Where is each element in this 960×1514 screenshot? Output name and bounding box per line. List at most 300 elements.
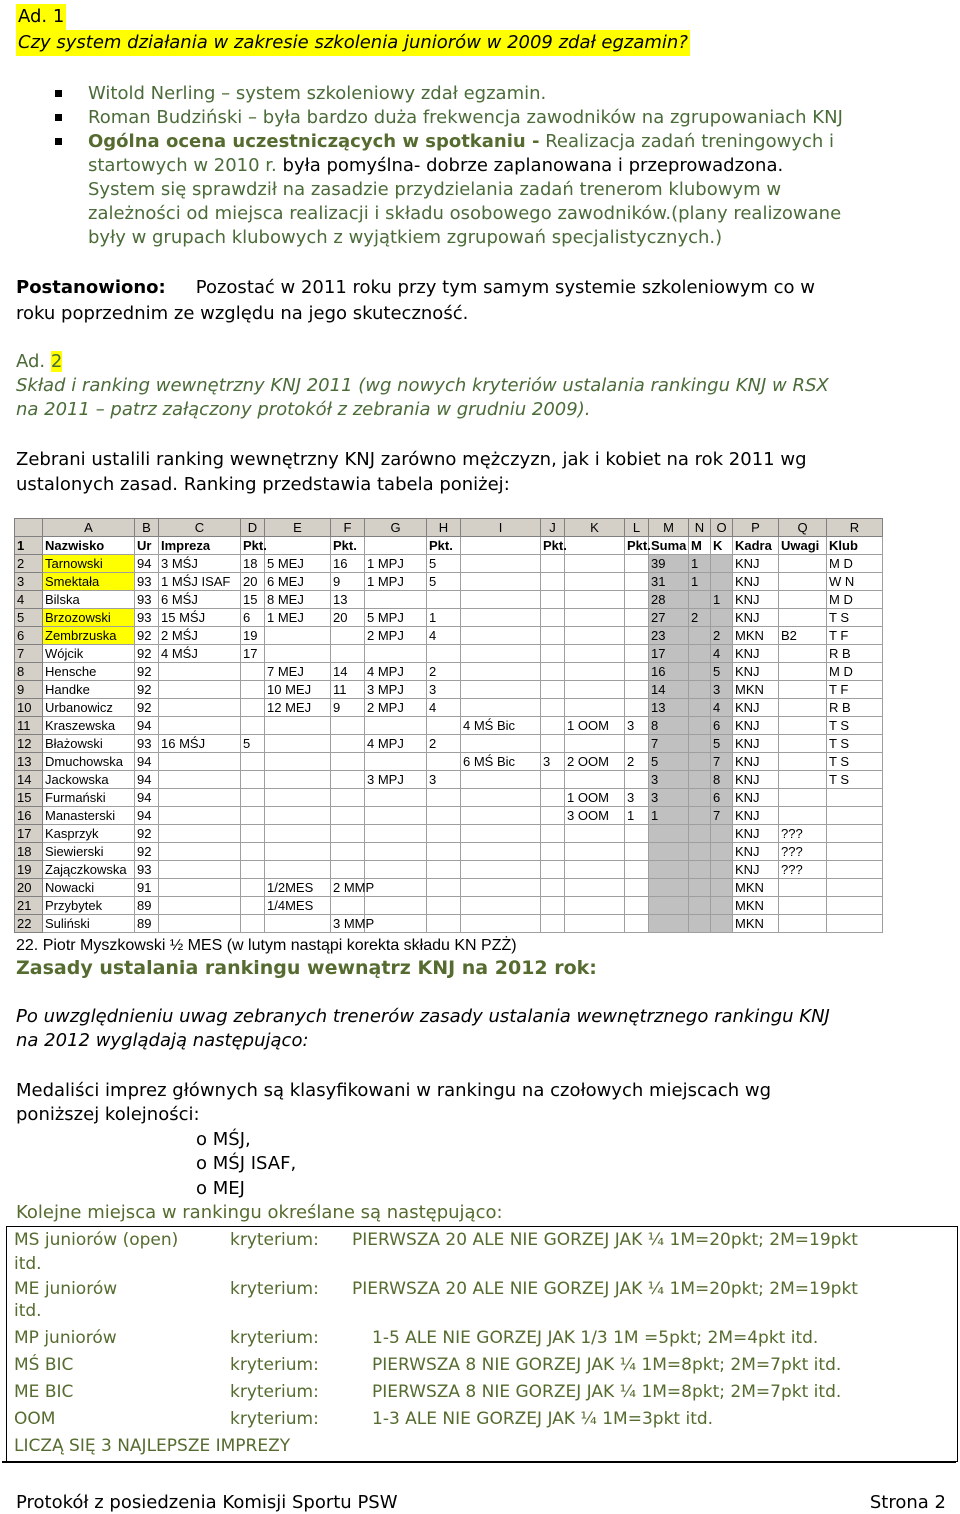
table-row (15, 717, 883, 735)
table-cell: 4 MPJ (365, 735, 427, 753)
table-cell (241, 807, 265, 825)
table-cell (365, 807, 427, 825)
column-letter: Q (779, 519, 827, 537)
table-cell: Kasprzyk (43, 825, 135, 843)
criteria-name-4: MŚ BIC (14, 1355, 74, 1375)
table-cell (711, 555, 733, 573)
ranking-spreadsheet (14, 518, 882, 932)
table-cell (159, 897, 241, 915)
table-row (15, 645, 883, 663)
table-cell: Handke (43, 681, 135, 699)
table-cell: 9 (331, 573, 365, 591)
table-cell (649, 915, 689, 933)
table-cell (689, 897, 711, 915)
header-cell (565, 537, 625, 555)
table-cell (625, 663, 649, 681)
table-cell: 3 (625, 789, 649, 807)
table-cell: 9 (331, 699, 365, 717)
table-cell: 94 (135, 555, 159, 573)
table-cell: 3 MPJ (365, 771, 427, 789)
criteria-k-1: kryterium: (230, 1230, 319, 1250)
row-number: 7 (15, 645, 43, 663)
table-cell (461, 699, 541, 717)
table-cell: ??? (779, 861, 827, 879)
table-cell: 39 (649, 555, 689, 573)
table-cell: Brzozowski (43, 609, 135, 627)
table-cell: Nowacki (43, 879, 135, 897)
table-cell: 2 (625, 753, 649, 771)
table-cell: MKN (733, 897, 779, 915)
table-cell (565, 573, 625, 591)
table-cell (565, 879, 625, 897)
table-cell (331, 771, 365, 789)
table-cell (827, 843, 883, 861)
table-cell: 1/4MES (265, 897, 331, 915)
table-cell: Wójcik (43, 645, 135, 663)
table-cell: 27 (649, 609, 689, 627)
header-cell (365, 537, 427, 555)
table-cell: 93 (135, 861, 159, 879)
header-cell (265, 537, 331, 555)
table-cell: 7 (711, 753, 733, 771)
table-cell: 89 (135, 915, 159, 933)
table-cell (365, 789, 427, 807)
table-cell: ??? (779, 825, 827, 843)
bullet-icon (55, 138, 62, 145)
table-cell (541, 735, 565, 753)
ad2-label (16, 350, 62, 374)
table-cell (689, 627, 711, 645)
table-cell: 3 MŚJ (159, 555, 241, 573)
table-cell (779, 789, 827, 807)
header-cell: Pkt. (331, 537, 365, 555)
table-cell (159, 753, 241, 771)
header-cell (461, 537, 541, 555)
column-letter: F (331, 519, 365, 537)
table-cell: 4 (711, 699, 733, 717)
footer-left: Protokół z posiedzenia Komisji Sportu PSW (16, 1492, 398, 1513)
table-cell: 2 (689, 609, 711, 627)
table-cell (541, 825, 565, 843)
table-cell: 5 (427, 555, 461, 573)
table-cell: 1 (689, 573, 711, 591)
table-cell (541, 771, 565, 789)
table-cell (427, 645, 461, 663)
table-cell (461, 555, 541, 573)
table-cell: 1 (427, 609, 461, 627)
row-number: 17 (15, 825, 43, 843)
criteria-cont-2: itd. (14, 1301, 42, 1321)
table-cell (159, 789, 241, 807)
table-cell: 3 MPJ (365, 681, 427, 699)
table-cell (241, 771, 265, 789)
table-cell: KNJ (733, 609, 779, 627)
table-cell: KNJ (733, 753, 779, 771)
table-cell (689, 753, 711, 771)
table-cell: 92 (135, 699, 159, 717)
table-cell (365, 861, 427, 879)
criteria-name-5: ME BIC (14, 1382, 74, 1402)
table-cell: 31 (649, 573, 689, 591)
table-row (15, 591, 883, 609)
footer-divider (2, 1461, 956, 1463)
criteria-k-6: kryterium: (230, 1409, 319, 1429)
header-cell: Impreza (159, 537, 241, 555)
table-cell: 5 MPJ (365, 609, 427, 627)
row-number: 1 (15, 537, 43, 555)
column-letter: P (733, 519, 779, 537)
table-cell (827, 807, 883, 825)
table-cell (711, 861, 733, 879)
table-cell (689, 717, 711, 735)
table-cell: 3 (711, 681, 733, 699)
table-cell (541, 717, 565, 735)
table-cell: B2 (779, 627, 827, 645)
row-number: 3 (15, 573, 43, 591)
table-cell (625, 645, 649, 663)
table-row (15, 555, 883, 573)
footer-right: Strona 2 (869, 1492, 946, 1513)
table-cell: 17 (241, 645, 265, 663)
table-cell (625, 609, 649, 627)
header-cell: Uwagi (779, 537, 827, 555)
table-cell (711, 825, 733, 843)
table-cell (625, 681, 649, 699)
table-cell (827, 789, 883, 807)
table-cell: Zajączkowska (43, 861, 135, 879)
row-number: 6 (15, 627, 43, 645)
table-cell (541, 897, 565, 915)
table-cell: ??? (779, 843, 827, 861)
table-cell: 92 (135, 681, 159, 699)
table-cell: 1 OOM (565, 717, 625, 735)
table-cell: 13 (331, 591, 365, 609)
table-cell: 94 (135, 789, 159, 807)
table-cell: T S (827, 609, 883, 627)
table-cell: 4 (711, 645, 733, 663)
table-cell (779, 771, 827, 789)
table-cell: KNJ (733, 771, 779, 789)
bullet-3-bold: Ogólna ocena uczestniczących w spotkaniu - (88, 131, 540, 152)
row-number: 18 (15, 843, 43, 861)
column-letter: B (135, 519, 159, 537)
table-cell: 1 MEJ (265, 609, 331, 627)
row-number: 4 (15, 591, 43, 609)
table-cell: 20 (331, 609, 365, 627)
table-cell: 3 MMP (331, 915, 365, 933)
column-letter: J (541, 519, 565, 537)
table-cell (625, 771, 649, 789)
table-cell: 91 (135, 879, 159, 897)
table-cell (689, 771, 711, 789)
table-cell: T F (827, 681, 883, 699)
table-cell (565, 897, 625, 915)
table-cell: KNJ (733, 699, 779, 717)
table-cell: W N (827, 573, 883, 591)
table-cell: 20 (241, 573, 265, 591)
table-cell (689, 789, 711, 807)
header-cell: Suma (649, 537, 689, 555)
column-letter: D (241, 519, 265, 537)
table-cell: 6 MEJ (265, 573, 331, 591)
ad1-question: Czy system działania w zakresie szkolenia juniorów w 2009 zdał egzamin? (16, 30, 690, 56)
table-cell (159, 771, 241, 789)
criteria-name-2: ME juniorów (14, 1279, 118, 1299)
table-cell: 13 (649, 699, 689, 717)
criteria-v-5: PIERWSZA 8 NIE GORZEJ JAK ¼ 1M=8pkt; 2M=7pkt itd. (372, 1382, 842, 1402)
zasady-intro-2: na 2012 wyglądają następująco: (16, 1030, 309, 1051)
ad2-para-2: ustalonych zasad. Ranking przedstawia tabela poniżej: (16, 474, 510, 495)
table-cell: 94 (135, 717, 159, 735)
table-cell (689, 915, 711, 933)
postanowiono-line-2: roku poprzednim ze względu na jego skuteczność. (16, 303, 469, 324)
table-cell (565, 771, 625, 789)
table-row (15, 879, 883, 897)
table-cell: 5 (427, 573, 461, 591)
table-cell: 1 (711, 591, 733, 609)
table-cell (159, 807, 241, 825)
criteria-v-1: PIERWSZA 20 ALE NIE GORZEJ JAK ¼ 1M=20pkt; 2M=19pkt (352, 1230, 858, 1250)
table-cell (541, 609, 565, 627)
table-cell: KNJ (733, 807, 779, 825)
zasady-med-2: poniższej kolejności: (16, 1104, 200, 1125)
table-row (15, 807, 883, 825)
table-cell (265, 861, 331, 879)
table-cell (541, 915, 565, 933)
table-cell: KNJ (733, 843, 779, 861)
ad1-bullet-3-line-3 (88, 202, 841, 226)
ad2-line-2: na 2011 – patrz załączony protokół z zebrania w grudniu 2009). (16, 399, 591, 420)
criteria-k-5: kryterium: (230, 1382, 319, 1402)
zasady-list-3: o MEJ (196, 1178, 245, 1199)
table-cell (565, 591, 625, 609)
column-letter: K (565, 519, 625, 537)
table-cell (565, 645, 625, 663)
table-cell (365, 591, 427, 609)
row-number: 14 (15, 771, 43, 789)
table-cell (541, 645, 565, 663)
table-cell (689, 699, 711, 717)
row-number: 13 (15, 753, 43, 771)
table-cell: 93 (135, 609, 159, 627)
table-cell: R B (827, 699, 883, 717)
table-row (15, 699, 883, 717)
criteria-k-2: kryterium: (230, 1279, 319, 1299)
table-cell: 3 (541, 753, 565, 771)
table-cell: 2 MŚJ (159, 627, 241, 645)
table-cell (265, 735, 331, 753)
criteria-k-4: kryterium: (230, 1355, 319, 1375)
column-letter: N (689, 519, 711, 537)
table-cell (159, 717, 241, 735)
table-cell: 2 MPJ (365, 627, 427, 645)
table-cell (541, 681, 565, 699)
table-cell: 4 MŚ Bic (461, 717, 541, 735)
table-cell: 93 (135, 735, 159, 753)
table-cell (689, 645, 711, 663)
table-row (15, 663, 883, 681)
row-number: 2 (15, 555, 43, 573)
header-cell: Pkt. (241, 537, 265, 555)
table-cell (331, 753, 365, 771)
header-cell: Klub (827, 537, 883, 555)
table-cell (649, 825, 689, 843)
column-letter: M (649, 519, 689, 537)
table-cell (265, 753, 331, 771)
table-cell: 6 (711, 789, 733, 807)
table-cell: KNJ (733, 591, 779, 609)
table-cell (779, 645, 827, 663)
table-cell (565, 681, 625, 699)
table-cell: 18 (241, 555, 265, 573)
table-cell (461, 915, 541, 933)
table-cell: Smektała (43, 573, 135, 591)
row-number: 22 (15, 915, 43, 933)
table-cell (241, 825, 265, 843)
header-cell: M (689, 537, 711, 555)
table-cell (331, 843, 365, 861)
ad1-bullet-2: Roman Budziński – była bardzo duża frekwencja zawodników na zgrupowaniach KNJ (88, 107, 843, 128)
header-cell: Pkt. (427, 537, 461, 555)
table-cell (827, 897, 883, 915)
table-cell (159, 681, 241, 699)
table-cell (427, 807, 461, 825)
table-cell: Przybytek (43, 897, 135, 915)
criteria-k-3: kryterium: (230, 1328, 319, 1348)
table-cell (779, 717, 827, 735)
table-cell: M D (827, 555, 883, 573)
table-cell: 5 (711, 735, 733, 753)
table-cell (541, 663, 565, 681)
table-cell (779, 591, 827, 609)
table-cell (649, 879, 689, 897)
row-number: 12 (15, 735, 43, 753)
header-cell: Pkt. (541, 537, 565, 555)
table-cell: KNJ (733, 735, 779, 753)
table-cell (461, 591, 541, 609)
table-cell (159, 915, 241, 933)
table-cell (711, 897, 733, 915)
table-cell: 2 MMP (331, 879, 365, 897)
table-cell (541, 789, 565, 807)
table-cell: Kraszewska (43, 717, 135, 735)
table-cell (427, 879, 461, 897)
row-number: 10 (15, 699, 43, 717)
criteria-name-7: LICZĄ SIĘ 3 NAJLEPSZE IMPREZY (14, 1436, 291, 1456)
table-cell (241, 915, 265, 933)
table-cell: 28 (649, 591, 689, 609)
table-cell (331, 807, 365, 825)
table-cell (565, 861, 625, 879)
table-cell (689, 735, 711, 753)
table-cell (241, 699, 265, 717)
table-cell (689, 861, 711, 879)
bullet-3-tail: (plany realizowane (671, 203, 842, 224)
header-cell: Kadra (733, 537, 779, 555)
table-cell (265, 645, 331, 663)
table-cell (827, 825, 883, 843)
table-cell (365, 897, 427, 915)
table-cell: KNJ (733, 645, 779, 663)
row-number: 21 (15, 897, 43, 915)
table-cell: 2 OOM (565, 753, 625, 771)
row-number: 16 (15, 807, 43, 825)
table-cell (689, 591, 711, 609)
table-header-row (15, 537, 883, 555)
table-cell: 4 (427, 627, 461, 645)
criteria-name-3: MP juniorów (14, 1328, 117, 1348)
table-cell (779, 735, 827, 753)
table-cell (779, 879, 827, 897)
table-cell (827, 861, 883, 879)
table-cell (565, 627, 625, 645)
table-cell: MKN (733, 915, 779, 933)
table-cell (331, 645, 365, 663)
table-cell (461, 663, 541, 681)
table-row (15, 825, 883, 843)
table-row (15, 735, 883, 753)
table-cell: 7 (711, 807, 733, 825)
zasady-title: Zasady ustalania rankingu wewnątrz KNJ na 2012 rok: (16, 957, 597, 979)
table-cell (427, 591, 461, 609)
table-cell (461, 807, 541, 825)
table-cell (365, 717, 427, 735)
row-number: 11 (15, 717, 43, 735)
bullet-icon (55, 114, 62, 121)
table-cell: 17 (649, 645, 689, 663)
table-cell (625, 897, 649, 915)
note-22: 22. Piotr Myszkowski ½ MES (w lutym nastąpi korekta składu KN PZŻ) (16, 937, 517, 954)
ranking-table (14, 518, 883, 933)
table-cell: Hensche (43, 663, 135, 681)
corner-cell (15, 519, 43, 537)
table-cell (461, 681, 541, 699)
table-cell: T S (827, 735, 883, 753)
table-cell (427, 789, 461, 807)
table-cell (461, 735, 541, 753)
table-cell (461, 573, 541, 591)
table-cell (711, 609, 733, 627)
table-cell (461, 879, 541, 897)
table-cell: T F (827, 627, 883, 645)
table-cell (461, 843, 541, 861)
table-cell: Urbanowicz (43, 699, 135, 717)
table-cell: 94 (135, 771, 159, 789)
table-cell: 2 MPJ (365, 699, 427, 717)
table-cell: Suliński (43, 915, 135, 933)
table-cell: 4 MŚJ (159, 645, 241, 663)
column-letter: R (827, 519, 883, 537)
table-cell: 14 (331, 663, 365, 681)
table-cell: T S (827, 717, 883, 735)
table-cell: 2 (427, 735, 461, 753)
table-cell (779, 609, 827, 627)
table-cell: 1 MPJ (365, 573, 427, 591)
table-cell: 92 (135, 825, 159, 843)
table-cell: 5 (241, 735, 265, 753)
table-cell: 16 (649, 663, 689, 681)
table-cell: KNJ (733, 861, 779, 879)
table-cell: 3 (427, 681, 461, 699)
table-cell: 93 (135, 573, 159, 591)
table-cell (689, 681, 711, 699)
table-cell: MKN (733, 879, 779, 897)
criteria-name-1: MS juniorów (open) (14, 1230, 179, 1250)
table-cell: 1 (649, 807, 689, 825)
ad2-label-b: 2 (50, 351, 63, 372)
table-cell (427, 753, 461, 771)
table-cell (461, 861, 541, 879)
